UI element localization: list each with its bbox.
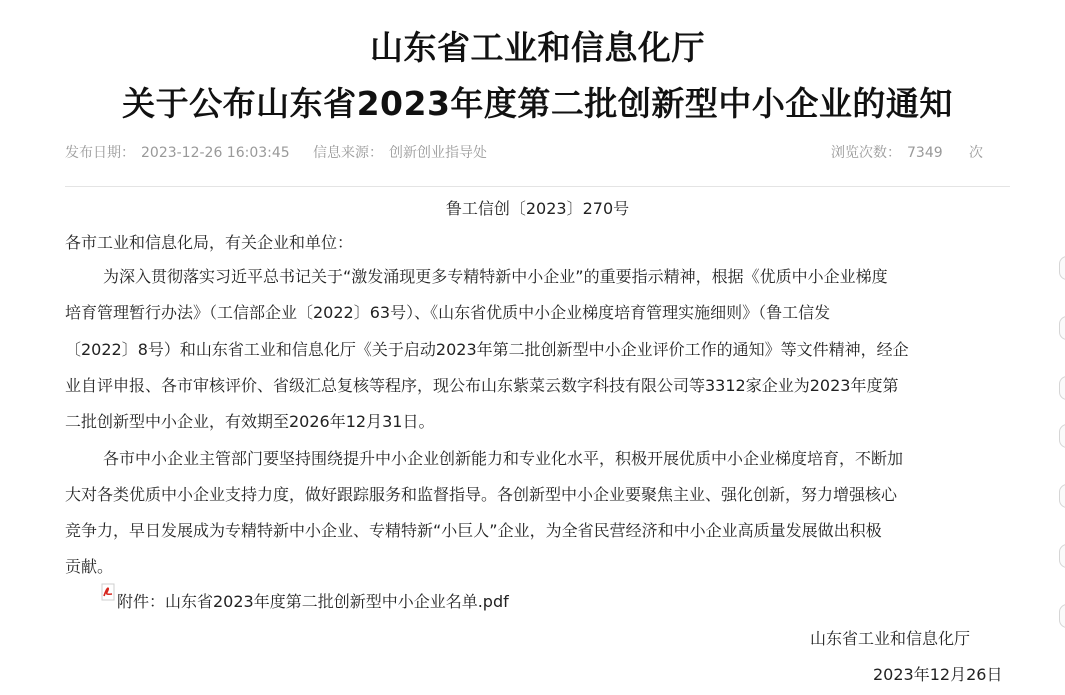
signature-date: 2023年12月26日 [873,665,1003,684]
publish-date [65,142,290,162]
paragraph-line: 业自评申报、各市审核评价、省级汇总复核等程序，现公布山东紫菜云数字科技有限公司等3312家企业为2023年度第 [65,376,899,395]
view-count-value: 7349 [907,145,943,161]
publish-date-label: 发布日期： [65,145,135,161]
share-button[interactable] [1059,544,1065,568]
paragraph-line: 培育管理暂行办法》（工信部企业〔2022〕63号）、《山东省优质中小企业梯度培育管理实施细则》（鲁工信发 [65,303,831,322]
salutation: 各市工业和信息化局，有关企业和单位： [65,233,354,252]
paragraph-line: 贡献。 [65,557,114,576]
paragraph-line: 二批创新型中小企业，有效期至2026年12月31日。 [65,412,435,431]
view-count-unit: 次 [969,145,983,161]
view-count-label: 浏览次数： [831,145,901,161]
publish-date-value: 2023-12-26 16:03:45 [141,145,290,161]
signature-org: 山东省工业和信息化厅 [810,629,971,648]
share-button[interactable] [1059,484,1065,508]
share-button[interactable] [1059,256,1065,280]
share-button[interactable] [1059,604,1065,628]
attachment-filename[interactable]: 附件：山东省2023年度第二批创新型中小企业名单.pdf [117,592,509,611]
info-source [313,142,487,162]
info-source-label: 信息来源： [313,145,383,161]
document-number: 鲁工信创〔2023〕270号 [445,199,630,218]
header-divider [65,186,1010,187]
paragraph-line: 各市中小企业主管部门要坚持围绕提升中小企业创新能力和专业化水平，积极开展优质中小企业梯度培育，不断加 [103,449,904,468]
share-button[interactable] [1059,424,1065,448]
view-count [831,142,943,162]
page-title-line1: 山东省工业和信息化厅 [370,28,705,67]
share-button[interactable] [1059,376,1065,400]
paragraph-line: 大对各类优质中小企业支持力度，做好跟踪服务和监督指导。各创新型中小企业要聚焦主业、强化创新，努力增强核心 [65,485,898,504]
paragraph-line: 为深入贯彻落实习近平总书记关于“激发涌现更多专精特新中小企业”的重要指示精神，根据《优质中小企业梯度 [103,267,888,286]
share-button[interactable] [1059,316,1065,340]
paragraph-line: 〔2022〕8号）和山东省工业和信息化厅《关于启动2023年第二批创新型中小企业评价工作的通知》等文件精神，经企 [65,340,909,359]
paragraph-line: 竞争力，早日发展成为专精特新中小企业、专精特新“小巨人”企业，为全省民营经济和中小企业高质量发展做出积极 [65,521,882,540]
info-source-value: 创新创业指导处 [389,145,487,161]
pdf-file-icon [101,583,116,601]
page-title-line2: 关于公布山东省2023年度第二批创新型中小企业的通知 [122,84,953,123]
